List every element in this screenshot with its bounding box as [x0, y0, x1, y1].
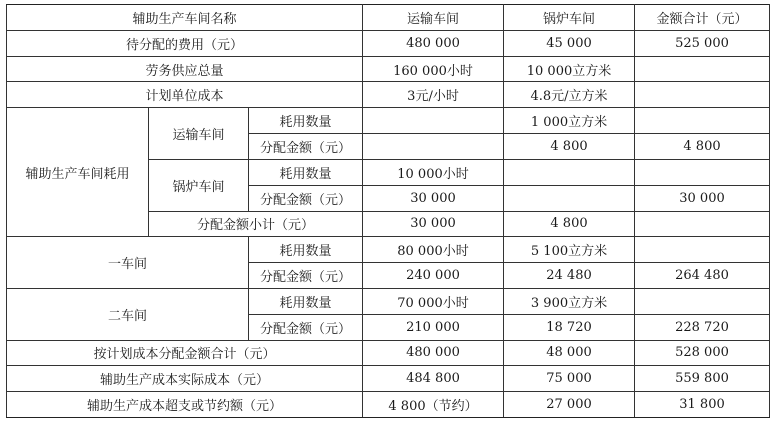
cell-total — [635, 211, 770, 237]
cell-total: 31 800 — [635, 392, 770, 418]
cell-total: 228 720 — [635, 314, 770, 340]
row-pending-costs — [7, 30, 770, 56]
cell-transport: 240 000 — [363, 263, 504, 289]
header-row — [7, 5, 770, 31]
row-plan-total — [7, 340, 770, 366]
cell-boiler: 18 720 — [504, 314, 635, 340]
cell-total — [635, 82, 770, 108]
row-workshop1-usage — [7, 237, 770, 263]
cell-total: 528 000 — [635, 340, 770, 366]
header-transport: 运输车间 — [363, 5, 504, 31]
subtotal-label: 分配金额小计（元） — [149, 211, 363, 237]
cell-boiler — [504, 159, 635, 185]
cell-boiler — [504, 185, 635, 211]
aux-transport-label: 运输车间 — [149, 108, 249, 160]
row-label: 辅助生产成本超支或节约额（元） — [7, 392, 363, 418]
cell-boiler: 3 900立方米 — [504, 288, 635, 314]
cell-boiler: 24 480 — [504, 263, 635, 289]
cell-transport: 30 000 — [363, 185, 504, 211]
row-label: 劳务供应总量 — [7, 56, 363, 82]
row-label: 按计划成本分配金额合计（元） — [7, 340, 363, 366]
cell-total: 30 000 — [635, 185, 770, 211]
row-variance — [7, 392, 770, 418]
cell-transport: 4 800（节约） — [363, 392, 504, 418]
cell-boiler: 45 000 — [504, 30, 635, 56]
cell-total — [635, 108, 770, 134]
cell-transport: 160 000小时 — [363, 56, 504, 82]
amount-label: 分配金额（元） — [249, 185, 363, 211]
cell-boiler: 48 000 — [504, 340, 635, 366]
row-actual-cost — [7, 366, 770, 392]
row-label: 待分配的费用（元） — [7, 30, 363, 56]
cell-total — [635, 237, 770, 263]
aux-group-label: 辅助生产车间耗用 — [7, 108, 149, 237]
cell-total: 525 000 — [635, 30, 770, 56]
usage-label: 耗用数量 — [249, 237, 363, 263]
cell-transport: 30 000 — [363, 211, 504, 237]
cell-boiler: 75 000 — [504, 366, 635, 392]
cell-total — [635, 56, 770, 82]
cell-transport: 3元/小时 — [363, 82, 504, 108]
cost-allocation-table — [6, 4, 770, 418]
aux-boiler-label: 锅炉车间 — [149, 159, 249, 211]
cell-total: 559 800 — [635, 366, 770, 392]
row-aux-transport-usage — [7, 108, 770, 134]
header-boiler: 锅炉车间 — [504, 5, 635, 31]
cell-transport: 480 000 — [363, 340, 504, 366]
usage-label: 耗用数量 — [249, 159, 363, 185]
cell-total — [635, 288, 770, 314]
row-label: 计划单位成本 — [7, 82, 363, 108]
cell-boiler: 5 100立方米 — [504, 237, 635, 263]
workshop1-label: 一车间 — [7, 237, 249, 289]
cell-transport: 484 800 — [363, 366, 504, 392]
cell-boiler: 1 000立方米 — [504, 108, 635, 134]
cell-total — [635, 159, 770, 185]
cell-transport — [363, 134, 504, 160]
row-service-supply — [7, 56, 770, 82]
row-label: 辅助生产成本实际成本（元） — [7, 366, 363, 392]
row-workshop2-usage — [7, 288, 770, 314]
cell-boiler: 4 800 — [504, 134, 635, 160]
cell-transport: 70 000小时 — [363, 288, 504, 314]
amount-label: 分配金额（元） — [249, 314, 363, 340]
amount-label: 分配金额（元） — [249, 134, 363, 160]
cell-transport: 10 000小时 — [363, 159, 504, 185]
workshop2-label: 二车间 — [7, 288, 249, 340]
cell-transport: 210 000 — [363, 314, 504, 340]
cell-total: 264 480 — [635, 263, 770, 289]
cell-transport — [363, 108, 504, 134]
header-name: 辅助生产车间名称 — [7, 5, 363, 31]
amount-label: 分配金额（元） — [249, 263, 363, 289]
cell-transport: 80 000小时 — [363, 237, 504, 263]
header-total: 金额合计（元） — [635, 5, 770, 31]
row-plan-unit-cost — [7, 82, 770, 108]
cell-boiler: 10 000立方米 — [504, 56, 635, 82]
cell-transport: 480 000 — [363, 30, 504, 56]
cell-boiler: 27 000 — [504, 392, 635, 418]
cell-boiler: 4.8元/立方米 — [504, 82, 635, 108]
cell-total: 4 800 — [635, 134, 770, 160]
usage-label: 耗用数量 — [249, 108, 363, 134]
usage-label: 耗用数量 — [249, 288, 363, 314]
cell-boiler: 4 800 — [504, 211, 635, 237]
